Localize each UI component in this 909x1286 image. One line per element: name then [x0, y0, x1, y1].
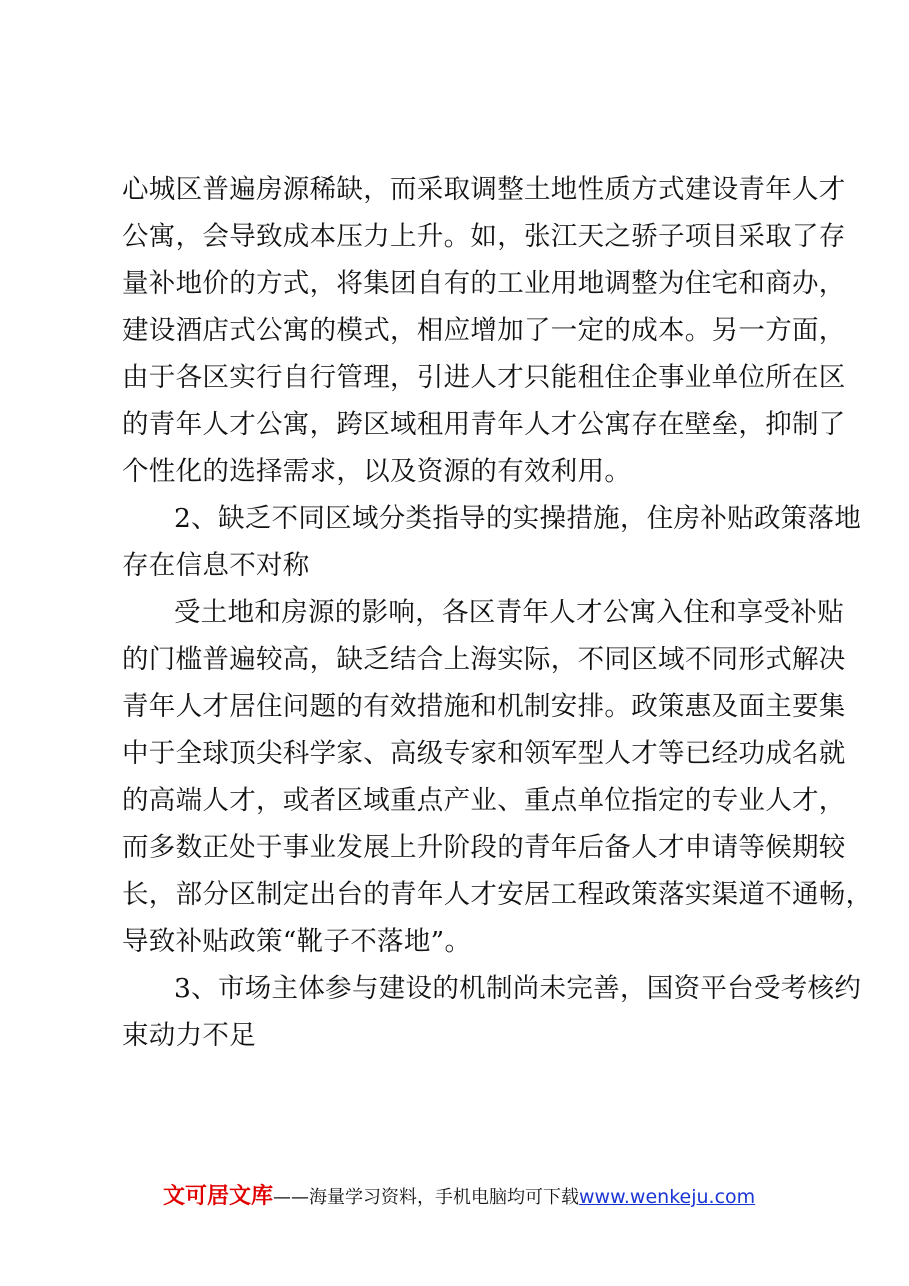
- paragraph-line: 由于各区实行自行管理，引进人才只能租住企事业单位所在区: [122, 362, 846, 393]
- document-body: [122, 166, 873, 1059]
- paragraph-line: 青年人才居住问题的有效措施和机制安排。政策惠及面主要集: [122, 691, 846, 722]
- paragraph-line: 中于全球顶尖科学家、高级专家和领军型人才等已经功成名就: [122, 738, 846, 769]
- footer-banner: [163, 1180, 755, 1214]
- paragraph-line: 长，部分区制定出台的青年人才安居工程政策落实渠道不通畅，: [122, 879, 873, 910]
- paragraph-line: 公寓，会导致成本压力上升。如，张江天之骄子项目采取了存: [122, 221, 846, 252]
- section-heading-line: 2、缺乏不同区域分类指导的实操措施，住房补贴政策落地: [174, 503, 862, 534]
- paragraph-line: 个性化的选择需求，以及资源的有效利用。: [122, 456, 632, 487]
- section-heading-line: 束动力不足: [122, 1020, 256, 1051]
- website-link[interactable]: www.wenkeju.com: [579, 1186, 756, 1208]
- paragraph-line: 建设酒店式公寓的模式，相应增加了一定的成本。另一方面，: [122, 315, 846, 346]
- section-heading-line: 存在信息不对称: [122, 550, 310, 581]
- brand-name: 文可居文库: [163, 1184, 274, 1209]
- paragraph-line: 的高端人才，或者区域重点产业、重点单位指定的专业人才，: [122, 785, 846, 816]
- paragraph-line: 量补地价的方式，将集团自有的工业用地调整为住宅和商办，: [122, 268, 846, 299]
- paragraph-line: 的青年人才公寓，跨区域租用青年人才公寓存在壁垒，抑制了: [122, 409, 846, 440]
- paragraph-line: 心城区普遍房源稀缺，而采取调整土地性质方式建设青年人才: [122, 174, 846, 205]
- paragraph-line: 而多数正处于事业发展上升阶段的青年后备人才申请等候期较: [122, 832, 846, 863]
- paragraph-line: 导致补贴政策“靴子不落地”。: [122, 926, 472, 957]
- footer-tagline: ——海量学习资料，手机电脑均可下载: [273, 1187, 580, 1208]
- paragraph-line: 的门槛普遍较高，缺乏结合上海实际，不同区域不同形式解决: [122, 644, 846, 675]
- section-heading-line: 3、市场主体参与建设的机制尚未完善，国资平台受考核约: [174, 973, 862, 1004]
- paragraph-line: 受土地和房源的影响，各区青年人才公寓入住和享受补贴: [174, 597, 844, 628]
